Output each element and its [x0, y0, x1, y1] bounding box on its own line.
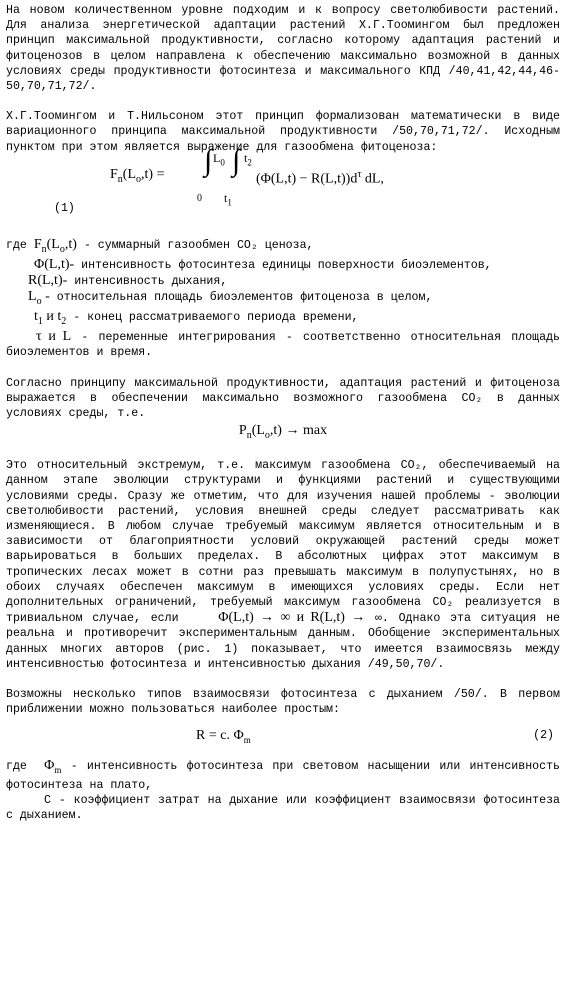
symbol-r: R(L,t)- — [28, 273, 68, 289]
paragraph-intro: На новом количественном уровне подходим и к вопросу светолюбивости растений. Для анализа энергетической адаптации растений Х.Г.Тоомингом был предложен принцип максимальной продуктивности, согласно которому адаптация растений и фитоценозов в целом направлена к обеспечению максимально возможной в данных условиях среды продуктивности фотосинтеза и максимального КПД /40,41,42,44,46-50,70,71,72/. — [6, 4, 560, 94]
definition-r: R(L,t)- интенсивность дыхания, — [28, 273, 228, 289]
definition-t: $t_1$ и $t_2$ - конец рассматриваемого периода времени, — [34, 309, 359, 328]
symbol-fn: $F_n(L_o,t)$ — [33, 236, 77, 255]
paragraph-extremum: Это относительный экстремум, т.е. максимум газообмена CO₂, обеспечиваемый на данном этапе эволюции структурами и функциями растений и существующими условиями среды. Сразу же отметим, что для изучения нашей проблемы - эволюции светолюбивости растений, условия внешней среды следует рассматривать как изменяющиеся. В любом случае требуемый максимум является относительным и в зависимости от благоприятности условий окружающей растений среды может варьироваться в больших пределах. В абсолютных цифрах этот максимум в тропических лесах может в сотни раз превышать максимум в полупустынях, но в обоих случаях обеспечен максимум в имеющихся условиях среды. Если нет дополнительных ограничений, требуемый максимум газообмена CO₂ реализуется в тривиальном случае, если Φ(L,t) → ∞ и R(L,t) → ∞. Однако эта ситуация не реальна и противоречит экспериментальным данным. Обобщение экспериментальных данных многих авторов (рис. 1) показывает, что имеется взаимосвязь между интенсивностью фотосинтеза и интенсивностью дыхания /49,50,70/. — [6, 459, 560, 671]
formula-trivial-case: Φ(L,t) → ∞ и R(L,t) → — [218, 610, 366, 626]
symbol-c: C — [44, 793, 51, 807]
symbol-lo: $L_o$ - — [28, 289, 50, 308]
formula-1 — [6, 143, 560, 225]
definition-tau-l: τ и L - переменные интегрирования - соответственно относительная площадь биоэлементов и время. — [6, 329, 560, 360]
definition-phi: Φ(L,t)- интенсивность фотосинтеза единицы поверхности биоэлементов, — [34, 256, 492, 272]
formula-1-lhs: $F_n(L_o,t)$ = — [110, 166, 165, 185]
integral-sign-2: ∫ — [232, 143, 241, 177]
definition-fn: где $F_n(L_o,t)$ - суммарный газообмен CO₂ ценоза, — [6, 236, 314, 255]
document-page — [6, 3, 560, 823]
formula-1-upper-limit-2: $t_2$ — [244, 150, 252, 168]
formula-1-number: (1) — [54, 201, 75, 215]
symbol-phi: Φ(L,t)- — [34, 256, 75, 272]
paragraph-max-productivity: Согласно принципу максимальной продуктивности, адаптация растений и фитоценоза выражается в обеспечении максимально возможного газообмена CO₂ в данных условиях среды, т.е. — [6, 376, 560, 421]
formula-1-upper-limit-1: $L_0$ — [213, 150, 225, 168]
definition-phi-m: где $\Phi_m$ - интенсивность фотосинтеза при световом насыщении или интенсивность фотосинтеза на плато, — [6, 757, 560, 792]
formula-2-body: R = c. $\Phi_m$ — [196, 727, 251, 745]
symbol-t: $t_1$ и $t_2$ — [34, 309, 67, 328]
formula-1-lower-limit-2: $t_1$ — [224, 190, 232, 208]
definition-lo: $L_o$ - относительная площадь биоэлементов фитоценоза в целом, — [28, 289, 433, 308]
formula-2-number: (2) — [533, 728, 554, 742]
paragraph-variational-principle: Х.Г.Тоомингом и Т.Нильсоном этот принцип формализован математически в виде вариационного принципа максимальной продуктивности /50,70,71,72/. Исходным пунктом при этом является выражение для газообмена фитоценоза: — [6, 110, 560, 154]
symbol-tau-l: τ и L — [36, 329, 72, 345]
symbol-phi-m: $\Phi_m$ — [44, 757, 62, 775]
integral-sign-1: ∫ — [204, 143, 213, 177]
definition-c: C - коэффициент затрат на дыхание или коэффициент взаимосвязи фотосинтеза с дыханием. — [6, 793, 560, 822]
formula-1-lower-limit-1: 0 — [197, 192, 202, 204]
formula-max: $P_n(L_o,t) \to \max$ — [238, 423, 328, 442]
formula-2 — [6, 718, 560, 758]
paragraph-relation-types: Возможны несколько типов взаимосвязи фотосинтеза с дыханием /50/. В первом приближении можно пользоваться наиболее простым: — [6, 688, 560, 717]
formula-1-body: $(\Phi(L,t) - R(L,t))d^\tau$ dL, — [256, 168, 384, 187]
